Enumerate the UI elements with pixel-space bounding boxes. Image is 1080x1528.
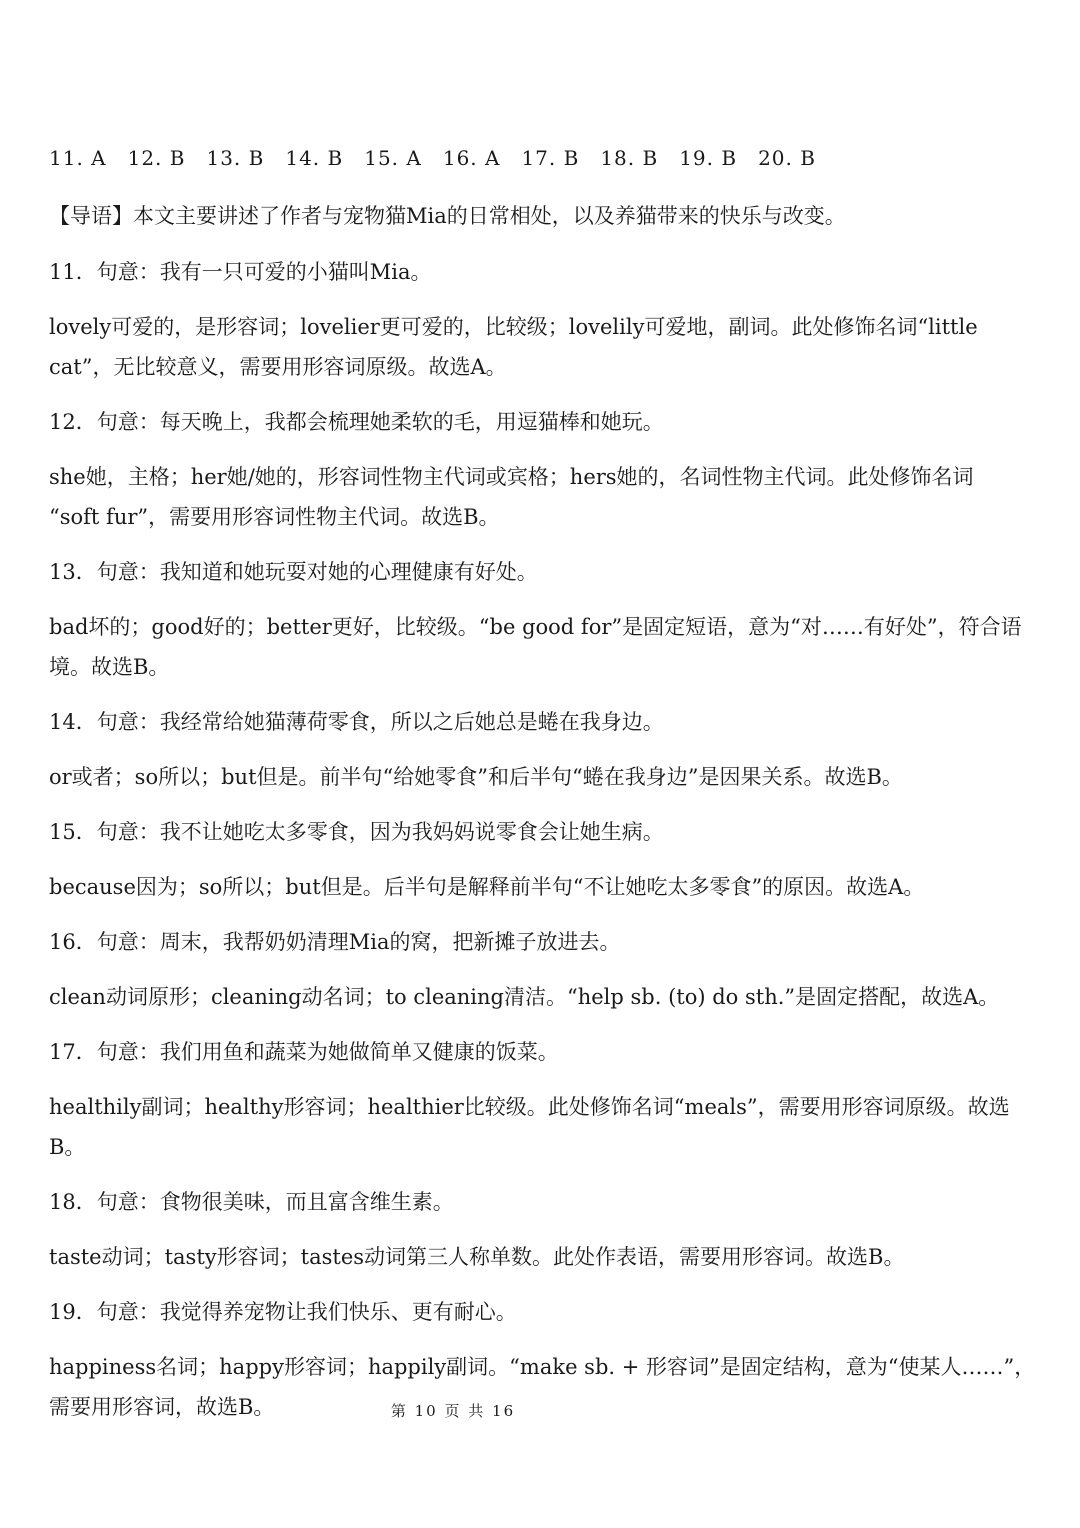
intro-paragraph: 【导语】本文主要讲述了作者与宠物猫Mia的日常相处，以及养猫带来的快乐与改变。	[49, 204, 846, 228]
item-11-sentence: 11．句意：我有一只可爱的小猫叫Mia。	[49, 260, 432, 284]
answer-key-item: 18. B	[600, 146, 659, 170]
answer-key-item: 17. B	[521, 146, 580, 170]
item-15-explanation-line-1: because因为；so所以；but但是。后半句是解释前半句“不让她吃太多零食”的原因。故选A。	[49, 875, 925, 899]
item-11-explanation-line-2: cat”，无比较意义，需要用形容词原级。故选A。	[49, 355, 507, 379]
page-number-footer: 第 10 页 共 16	[390, 1402, 516, 1420]
answer-key-item: 15. A	[364, 146, 422, 170]
answer-key-item: 14. B	[285, 146, 344, 170]
item-15-sentence: 15．句意：我不让她吃太多零食，因为我妈妈说零食会让她生病。	[49, 820, 664, 844]
item-12-explanation-line-2: “soft fur”，需要用形容词性物主代词。故选B。	[49, 505, 500, 529]
item-11-explanation-line-1: lovely可爱的，是形容词；lovelier更可爱的，比较级；lovelily可爱地，副词。此处修饰名词“little	[49, 315, 978, 339]
item-13-sentence: 13．句意：我知道和她玩耍对她的心理健康有好处。	[49, 560, 538, 584]
item-12-sentence: 12．句意：每天晚上，我都会梳理她柔软的毛，用逗猫棒和她玩。	[49, 410, 664, 434]
answer-key-item: 20. B	[758, 146, 816, 170]
item-16-sentence: 16．句意：周末，我帮奶奶清理Mia的窝，把新摊子放进去。	[49, 930, 621, 954]
answer-key-row	[49, 146, 837, 170]
item-17-explanation-line-2: B。	[49, 1135, 86, 1159]
item-13-explanation-line-1: bad坏的；good好的；better更好，比较级。“be good for”是固定短语，意为“对……有好处”，符合语	[49, 615, 1022, 639]
item-16-explanation-line-1: clean动词原形；cleaning动名词；to cleaning清洁。“help sb. (to) do sth.”是固定搭配，故选A。	[49, 985, 1000, 1009]
item-18-explanation-line-1: taste动词；tasty形容词；tastes动词第三人称单数。此处作表语，需要用形容词。故选B。	[49, 1245, 905, 1269]
item-17-explanation-line-1: healthily副词；healthy形容词；healthier比较级。此处修饰名词“meals”，需要用形容词原级。故选	[49, 1095, 1010, 1119]
item-14-explanation-line-1: or或者；so所以；but但是。前半句“给她零食”和后半句“蜷在我身边”是因果关系。故选B。	[49, 765, 903, 789]
item-14-sentence: 14．句意：我经常给她猫薄荷零食，所以之后她总是蜷在我身边。	[49, 710, 664, 734]
answer-key-item: 16. A	[442, 146, 501, 170]
item-13-explanation-line-2: 境。故选B。	[49, 655, 170, 679]
item-19-sentence: 19．句意：我觉得养宠物让我们快乐、更有耐心。	[49, 1300, 517, 1324]
answer-key-item: 12. B	[127, 146, 186, 170]
item-17-sentence: 17．句意：我们用鱼和蔬菜为她做简单又健康的饭菜。	[49, 1040, 559, 1064]
item-19-explanation-line-2: 需要用形容词，故选B。	[49, 1395, 275, 1419]
answer-key-item: 11. A	[49, 146, 107, 170]
item-19-explanation-line-1: happiness名词；happy形容词；happily副词。“make sb. + 形容词”是固定结构，意为“使某人……”，	[49, 1355, 1036, 1379]
answer-key-item: 13. B	[206, 146, 265, 170]
item-12-explanation-line-1: she她，主格；her她/她的，形容词性物主代词或宾格；hers她的，名词性物主代词。此处修饰名词	[49, 465, 974, 489]
item-18-sentence: 18．句意：食物很美味，而且富含维生素。	[49, 1190, 454, 1214]
answer-key-item: 19. B	[679, 146, 738, 170]
